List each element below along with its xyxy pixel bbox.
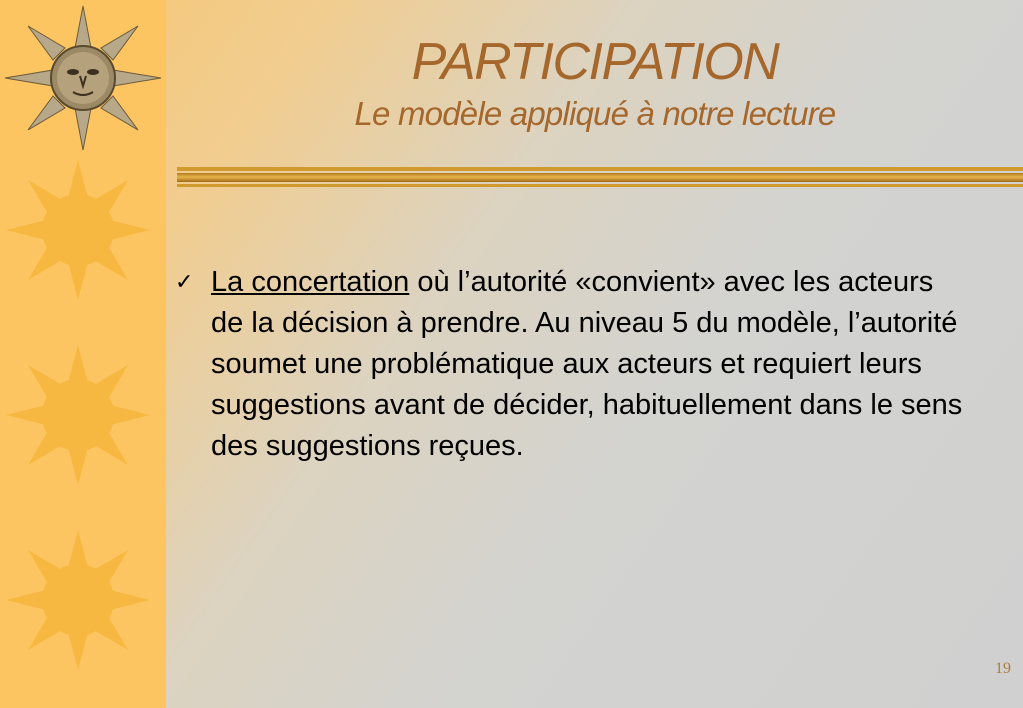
sun-icon xyxy=(6,530,150,670)
sun-icon xyxy=(6,345,150,485)
slide-title: PARTICIPATION xyxy=(411,33,779,91)
bullet-body: où l’autorité «convient» avec les acteurs de la décision à prendre. Au niveau 5 du modèle, l’autorité soumet une problématique aux acteurs et requiert leurs suggestions avant de décider, habituellement dans le sens des suggestions reçues. xyxy=(211,266,963,462)
gold-sun-icon xyxy=(5,6,161,150)
bullet-keyword: La concertation xyxy=(211,266,410,298)
checkmark-icon: ✓ xyxy=(175,270,194,295)
sun-decorations xyxy=(0,0,166,708)
decorative-sidebar xyxy=(0,0,166,708)
slide-subtitle: Le modèle appliqué à notre lecture xyxy=(354,95,836,132)
title-divider xyxy=(177,167,1023,189)
sun-icon xyxy=(6,160,150,300)
page-number: 19 xyxy=(995,660,1011,677)
title-block xyxy=(180,30,1010,134)
bullet-text xyxy=(211,262,971,467)
